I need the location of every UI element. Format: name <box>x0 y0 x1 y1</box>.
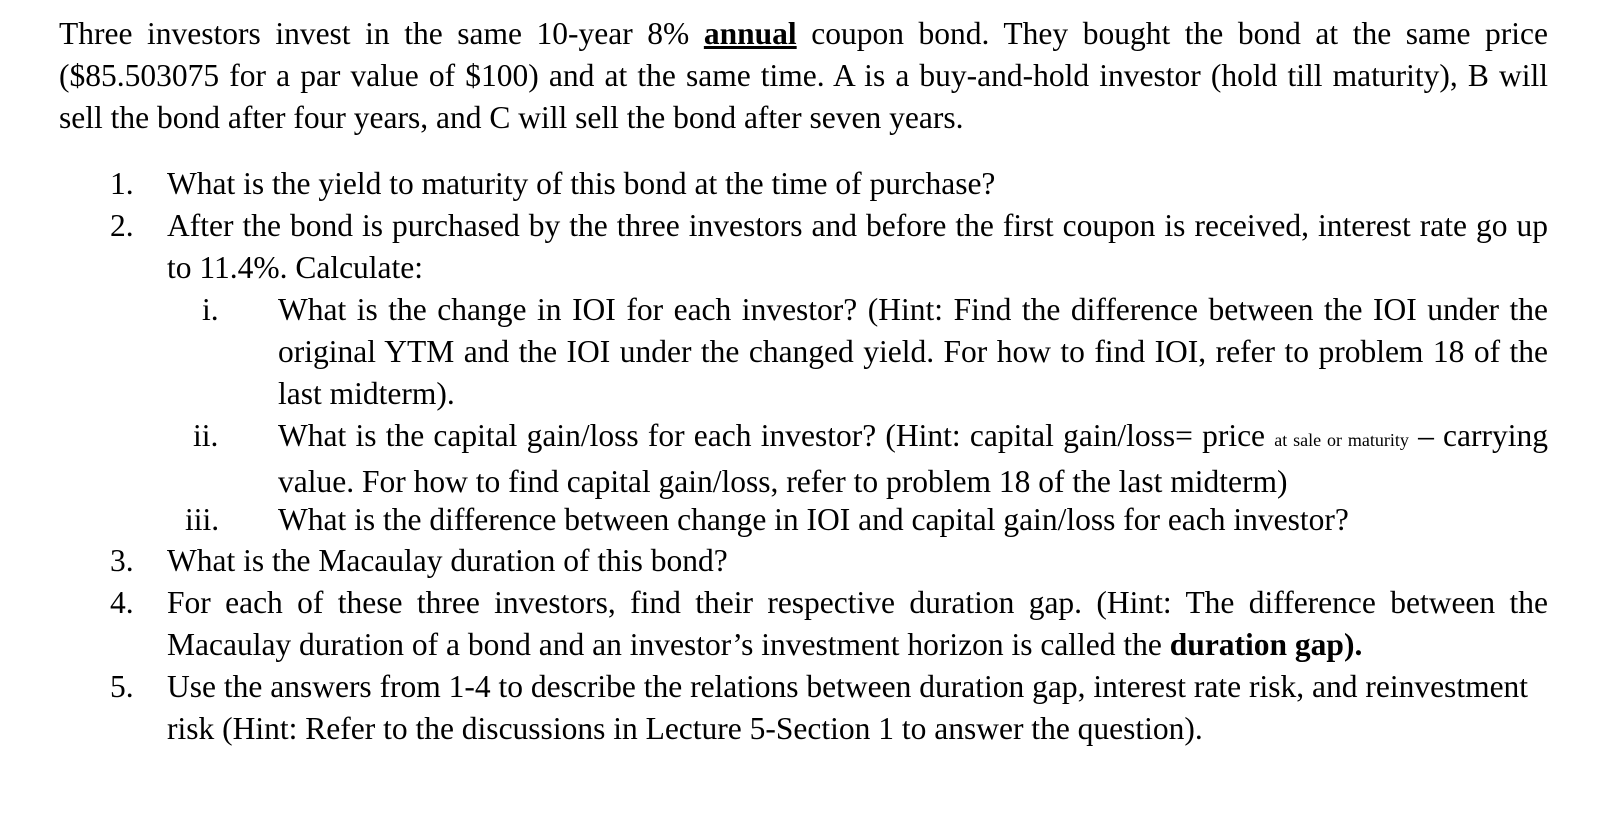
question-1: What is the yield to maturity of this bond at the time of purchase? <box>167 166 996 201</box>
subquestion-ii <box>278 415 1548 503</box>
intro-text-2: coupon bond. They bought the bond at the same price ($85.503075 for a par value of $100) and at the same time. A is a buy-and-hold investor (hold till maturity), B will sell the bond after four years, and C will sell the bond after seven years. <box>59 16 1548 135</box>
question-number: 4. <box>110 585 134 620</box>
question-number: 1. <box>110 166 134 201</box>
subquestion-iii: What is the difference between change in IOI and capital gain/loss for each investor? <box>278 502 1349 537</box>
subquestion-ii-text-b: – carrying value. For how to find capital gain/loss, refer to problem 18 of the last midterm) <box>278 418 1548 499</box>
intro-text-1: Three investors invest in the same 10-year 8% <box>59 16 704 51</box>
intro-annual-emphasis: annual <box>703 16 797 51</box>
question-4-text: For each of these three investors, find their respective duration gap. (Hint: The difference between the Macaulay duration of a bond and an investor’s investment horizon is called the <box>167 585 1548 662</box>
subquestion-number: iii. <box>185 502 220 537</box>
question-4 <box>167 582 1548 666</box>
question-2: After the bond is purchased by the three investors and before the first coupon is received, interest rate go up to 11.4%. Calculate: <box>167 208 1548 285</box>
question-5: Use the answers from 1-4 to describe the relations between duration gap, interest rate risk, and reinvestment risk (Hint: Refer to the discussions in Lecture 5-Section 1 to answer the question). <box>167 669 1529 746</box>
question-number: 3. <box>110 543 134 578</box>
subquestion-number: ii. <box>193 418 219 453</box>
subquestion-ii-text-a: What is the capital gain/loss for each investor? (Hint: capital gain/loss= price <box>278 418 1275 453</box>
subquestion-number: i. <box>202 292 219 327</box>
question-3: What is the Macaulay duration of this bond? <box>167 543 728 578</box>
question-number: 5. <box>110 669 134 704</box>
question-number: 2. <box>110 208 134 243</box>
subquestion-i: What is the change in IOI for each investor? (Hint: Find the difference between the IOI under the original YTM and the IOI under the changed yield. For how to find IOI, refer to problem 18 of the last midterm). <box>278 292 1548 411</box>
intro-paragraph <box>59 13 1548 139</box>
duration-gap-term: duration gap). <box>1169 627 1363 662</box>
subscript-at-sale-or-maturity: at sale or maturity <box>1274 430 1409 450</box>
